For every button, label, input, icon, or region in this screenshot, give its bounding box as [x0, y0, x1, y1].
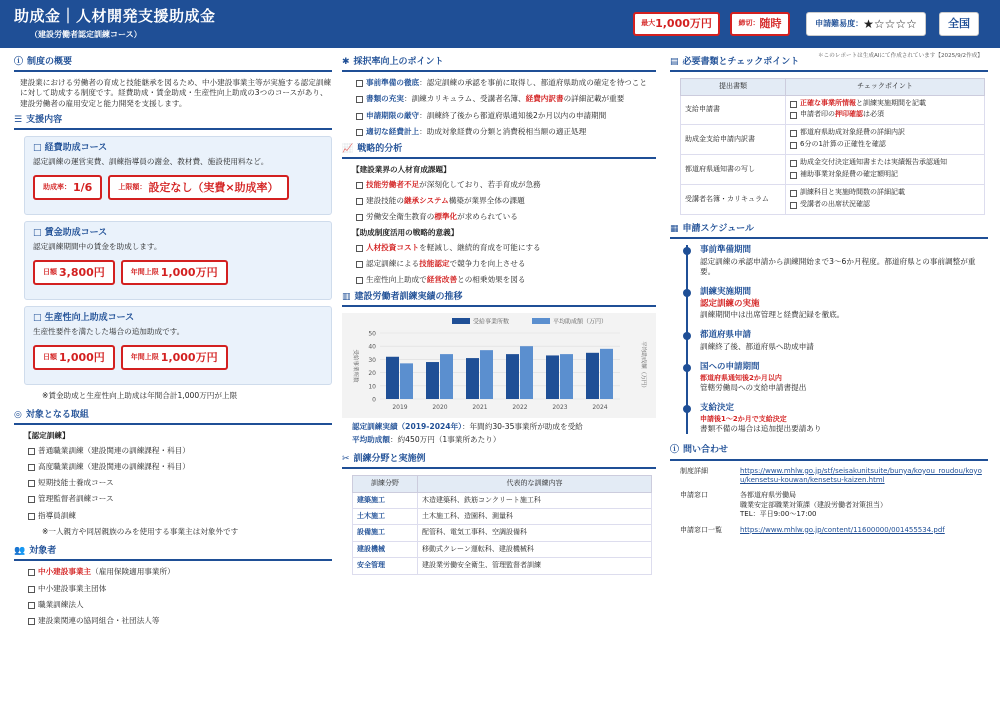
- check-item: [790, 158, 980, 167]
- course-desc: 生産性要件を満たした場合の追加助成です。: [33, 327, 185, 337]
- generation-note: ＊このレポートは生成AIにて作成されています【2025/9/2作成】: [818, 53, 983, 59]
- point-highlight: 経費内訳書: [525, 94, 564, 104]
- target-item: 高度職業訓練（建設関連の訓練課程・科目）: [28, 462, 332, 472]
- course-card: [24, 136, 332, 215]
- course-badges: [33, 175, 323, 200]
- field-content: 建設業労働安全衛生、管理監督者訓練: [418, 558, 652, 574]
- check-item: [790, 110, 980, 119]
- y-tick-label: 50: [368, 330, 376, 338]
- check-item: [790, 170, 980, 179]
- schedule-step: [700, 362, 988, 393]
- table-row: [353, 508, 652, 524]
- strategy-item: [356, 243, 656, 253]
- strategy-item: [356, 259, 656, 269]
- legend-label: 平均助成額（万円）: [553, 318, 608, 326]
- doc-checks: [786, 125, 985, 155]
- course-list: [14, 136, 332, 385]
- x-tick-label: 2022: [512, 404, 528, 412]
- step-title: 事前準備期間: [700, 245, 752, 256]
- x-tick-label: 2020: [432, 404, 448, 412]
- field-name: 設備施工: [353, 525, 418, 541]
- eligible-title: 対象者: [29, 546, 57, 557]
- contact-link[interactable]: https://www.mhlw.go.jp/content/11600000/001455534.pdf: [740, 525, 945, 534]
- step-text: 訓練期間中は出席管理と経費記録を徹底。: [700, 310, 845, 320]
- strategy-text-2: との相乗効果を図る: [457, 275, 526, 285]
- x-tick-label: 2024: [592, 404, 608, 412]
- eligible-list: [28, 567, 332, 626]
- badge-value: 1,000円: [59, 350, 105, 364]
- overview-title: 制度の概要: [27, 57, 73, 67]
- targets-subheading: 【認定訓練】: [24, 431, 70, 441]
- strategy-highlight: 人材投資コスト: [366, 242, 420, 252]
- overview-text: 建設業における労働者の育成と技能継承を図るため、中小建設事業主等が実施する認定訓練に対して助成する制度です。経費助成・賃金助成・生産性向上助成の3つのコースがあり、建設労働者の雇用安定と能力開発を支援します。: [20, 78, 332, 108]
- contact-grid: [680, 467, 988, 536]
- check-text: 6分の1計算の正確性を確認: [800, 139, 886, 148]
- course-badge: [33, 175, 102, 200]
- bar-count: [466, 359, 479, 400]
- point-text: ：訓練カリキュラム、受講者名簿、: [403, 94, 526, 104]
- strategy-text-2: で競争力を向上させる: [449, 258, 526, 268]
- chart-panel: [342, 313, 656, 418]
- y2-axis-label: 平均助成額（万円）: [640, 341, 646, 392]
- course-badge: [121, 260, 228, 285]
- bar-amount: [440, 355, 453, 400]
- targets-title: 対象となる取組: [25, 410, 89, 421]
- course-desc: 認定訓練の運営実費、訓練指導員の謝金、教材費、施設使用料など。: [33, 157, 269, 167]
- strategy-item: [356, 180, 656, 190]
- fields-header-field: 訓練分野: [353, 476, 418, 492]
- header-bar: [0, 0, 1000, 48]
- contact-value: [740, 491, 988, 519]
- y-axis-label: 受給事業所数: [352, 349, 358, 383]
- course-card: [24, 221, 332, 300]
- bar-count: [386, 357, 399, 399]
- badge-label: 日額: [43, 353, 57, 362]
- check-list: [790, 99, 980, 120]
- point-item: [356, 111, 656, 121]
- schedule-step: [700, 330, 988, 352]
- check-highlight: 正確な事業所情報: [800, 98, 856, 107]
- step-title: 国への申請期間: [700, 362, 760, 373]
- field-name: 土木施工: [353, 508, 418, 524]
- strategy-text: 認定訓練による: [366, 258, 420, 268]
- step-text: 管轄労働局への支給申請書提出: [700, 383, 807, 392]
- check-text: と訓練実施期間を記載: [856, 98, 926, 107]
- docs-title: 必要書類とチェックポイント: [682, 57, 800, 67]
- badge-label: 上限額：: [118, 183, 147, 192]
- check-text: 訓練科目と実施時間数の詳細記載: [800, 188, 905, 197]
- check-text-2: は必須: [863, 110, 884, 119]
- eligible-text: （雇用保険適用事業所）: [91, 567, 175, 577]
- schedule-title: 申請スケジュール: [682, 224, 754, 235]
- point-heading: 書類の充実: [366, 94, 404, 104]
- strategy-text: 労働安全衛生教育の: [366, 212, 435, 222]
- strategy-highlight: 技能労働者不足: [366, 179, 420, 189]
- check-list: [790, 188, 980, 209]
- contact-label: 申請窓口一覧: [680, 525, 722, 534]
- legend-label: 受給事業所数: [473, 318, 510, 326]
- right-column: [670, 56, 988, 535]
- eligible-highlight: 中小建設事業主: [38, 567, 92, 577]
- course-badge: [33, 260, 115, 285]
- bar-chart-icon: ▥: [342, 292, 351, 303]
- docs-header-check: チェックポイント: [786, 79, 985, 95]
- contact-link[interactable]: https://www.mhlw.go.jp/stf/seisakunitsuite/bunya/koyou_roudou/koyou/kensetsu-kouwan/kensetsu-kaizen.html: [740, 466, 982, 484]
- step-text: 認定訓練の承認申請から訓練開始まで3〜6か月程度。都道府県との事前調整が重要。: [700, 256, 976, 276]
- chart-line-icon: 📈: [342, 144, 354, 155]
- contact-title: 問い合わせ: [683, 445, 729, 456]
- difficulty-badge: 申請難易度： ★☆☆☆☆: [806, 12, 926, 36]
- legend-swatch: [452, 318, 470, 324]
- bar-amount: [600, 349, 613, 399]
- docs-table: [680, 78, 985, 215]
- check-text: 受講者の出席状況確認: [800, 199, 870, 208]
- strategy-text: が深刻化しており、若手育成が急務: [419, 179, 541, 189]
- strategy-highlight: 技能認定: [419, 258, 450, 268]
- strategy-text-2: が求められている: [457, 212, 518, 222]
- doc-name: 都道府県通知書の写し: [681, 155, 786, 185]
- step-text: 書類不備の場合は追加提出要請あり: [700, 424, 822, 434]
- bar-amount: [560, 355, 573, 400]
- target-item: 普通職業訓練（建設関連の訓練課程・科目）: [28, 446, 332, 456]
- table-row: [353, 525, 652, 541]
- page-subtitle: （建設労働者認定訓練コース）: [30, 30, 142, 39]
- step-title: 支給決定: [700, 403, 735, 414]
- check-text: 助成金交付決定通知書または実績報告承認通知: [800, 158, 947, 167]
- table-row: [681, 155, 985, 185]
- strategy-item: [356, 212, 656, 222]
- course-card: [24, 306, 332, 385]
- doc-checks: [786, 185, 985, 215]
- table-row: [681, 185, 985, 215]
- bar-amount: [400, 364, 413, 400]
- support-title: 支援内容: [26, 114, 63, 125]
- bar-count: [426, 362, 439, 399]
- point-heading: 事前準備の徹底: [366, 78, 420, 88]
- points-title: 採択率向上のポイント: [353, 57, 444, 67]
- strategy-sub2: 【助成制度活用の戦略的意義】: [352, 228, 459, 238]
- deadline-badge: 締切： 随時: [730, 12, 790, 36]
- bar-count: [546, 356, 559, 400]
- point-item: [356, 127, 656, 137]
- badge-value: 3,800円: [59, 265, 105, 279]
- step-highlight: 認定訓練の実施: [700, 298, 760, 309]
- contact-label: 制度詳細: [680, 466, 708, 475]
- info-icon: ⓘ: [14, 57, 24, 67]
- trend-title: 建設労働者訓練実績の推移: [354, 292, 463, 303]
- strategy-group1: [356, 180, 656, 223]
- eligible-item: [28, 567, 332, 577]
- strategy-text: 生産性向上助成で: [366, 275, 427, 285]
- contact-phone: TEL：平日9:00〜17:00: [740, 510, 817, 519]
- course-name: □ 生産性向上助成コース: [33, 313, 135, 324]
- step-title: 都道府県申請: [700, 330, 752, 341]
- strategy-highlight: 経営改善: [426, 275, 458, 285]
- page-title: 助成金｜人材開発支援助成金: [14, 7, 216, 25]
- table-row: [353, 492, 652, 508]
- bar-count: [506, 355, 519, 400]
- step-text: 訓練終了後、都道府県へ助成申請: [700, 341, 814, 351]
- check-text: 都道府県助成対象経費の詳細内訳: [800, 128, 905, 137]
- docs-header-doc: 提出書類: [681, 79, 786, 95]
- contact-text-2: 職業安定部職業対策課（建設労働者対策担当）: [740, 500, 887, 509]
- lightbulb-icon: ✱: [342, 57, 350, 67]
- strategy-text: 建設技能の: [366, 195, 404, 205]
- eligible-text: 職業訓練法人: [38, 599, 84, 609]
- target-icon: ◎: [14, 410, 22, 421]
- list-icon: ☰: [14, 114, 23, 125]
- table-row: [353, 541, 652, 557]
- y-tick-label: 20: [368, 370, 376, 378]
- fields-title: 訓練分野と実施例: [353, 453, 426, 464]
- strategy-sub1: 【建設業界の人材育成課題】: [352, 165, 451, 175]
- strategy-text: を軽減し、継続的育成を可能にする: [419, 242, 541, 252]
- strategy-highlight: 標準化: [434, 212, 458, 222]
- bar-amount: [480, 351, 493, 400]
- eligible-item: [28, 616, 332, 626]
- schedule-step: [700, 287, 988, 320]
- badge-label: 日額: [43, 268, 57, 277]
- schedule-step: [700, 403, 988, 434]
- field-name: 建築施工: [353, 492, 418, 508]
- step-highlight: 都道府県通知後2か月以内: [700, 373, 782, 382]
- eligible-item: [28, 600, 332, 610]
- strategy-group2: [356, 243, 656, 286]
- eligible-text: 中小建設事業主団体: [38, 583, 107, 593]
- support-footnote: ※賃金助成と生産性向上助成は年間合計1,000万円が上限: [42, 391, 238, 401]
- point-item: [356, 78, 656, 88]
- x-tick-label: 2021: [472, 404, 488, 412]
- middle-column: [342, 56, 656, 575]
- left-column: [14, 56, 332, 632]
- point-text-2: の詳細記載が重要: [563, 94, 625, 104]
- badge-value: 1/6: [73, 180, 93, 194]
- bar-count: [586, 353, 599, 399]
- points-list: [356, 78, 656, 137]
- course-desc: 認定訓練期間中の賃金を助成します。: [33, 242, 162, 252]
- x-tick-label: 2023: [552, 404, 568, 412]
- badge-value: 1,000万円: [160, 350, 218, 364]
- y-tick-label: 30: [368, 357, 376, 365]
- field-content: 土木施工科、造園科、測量科: [418, 508, 652, 524]
- trend-summary: 認定訓練実績（2019-2024年）：年間約30-35事業所が助成を受給: [352, 422, 583, 432]
- check-item: [790, 128, 980, 137]
- doc-checks: [786, 155, 985, 185]
- trend-chart: [342, 313, 656, 418]
- doc-name: 助成金支給申請内訳書: [681, 125, 786, 155]
- targets-list: [28, 446, 332, 521]
- target-item: 短期技能士養成コース: [28, 478, 332, 488]
- strategy-item: [356, 275, 656, 285]
- legend-swatch: [532, 318, 550, 324]
- badge-value: 1,000万円: [160, 265, 218, 279]
- calendar-icon: ▦: [670, 224, 679, 235]
- doc-name: 受講者名簿・カリキュラム: [681, 185, 786, 215]
- course-name: □ 賃金助成コース: [33, 228, 108, 239]
- badge-value: 設定なし（実費×助成率）: [148, 180, 279, 194]
- schedule-timeline: [686, 245, 988, 434]
- document-icon: ▤: [670, 57, 679, 67]
- check-list: [790, 128, 980, 149]
- target-item: 指導員訓練: [28, 511, 332, 521]
- fields-table: [352, 475, 652, 575]
- field-content: 配管科、電気工事科、空調設備科: [418, 525, 652, 541]
- targets-note: ※一人親方や同居親族のみを使用する事業主は対象外です: [42, 526, 239, 536]
- point-heading: 申請期限の厳守: [366, 110, 420, 120]
- bar-amount: [520, 347, 533, 400]
- badge-label: 年間上限: [130, 353, 159, 362]
- point-text: ：訓練終了後から都道府県通知後2か月以内の申請期間: [419, 110, 607, 120]
- point-heading: 適切な経費計上: [366, 126, 420, 136]
- strategy-highlight: 継承システム: [403, 195, 449, 205]
- check-list: [790, 158, 980, 179]
- y-tick-label: 0: [372, 396, 376, 404]
- check-text: 補助事業対象経費の確定額明記: [800, 169, 898, 178]
- strategy-item: [356, 196, 656, 206]
- check-text: 申請者印の: [800, 110, 835, 119]
- course-badges: [33, 345, 323, 370]
- eligible-item: [28, 584, 332, 594]
- badge-label: 年間上限: [130, 268, 159, 277]
- field-content: 移動式クレーン運転科、建設機械科: [418, 541, 652, 557]
- doc-checks: [786, 95, 985, 125]
- fields-header-content: 代表的な訓練内容: [418, 476, 652, 492]
- course-badge: [108, 175, 288, 200]
- point-text: ：認定訓練の承認を事前に取得し、都道府県助成の確定を待つこと: [419, 78, 647, 88]
- check-item: [790, 99, 980, 108]
- tools-icon: ✂: [342, 453, 350, 464]
- field-name: 建設機械: [353, 541, 418, 557]
- contact-value[interactable]: [740, 467, 988, 486]
- point-item: [356, 94, 656, 104]
- target-item: 管理監督者訓練コース: [28, 494, 332, 504]
- step-title: 訓練実施期間: [700, 287, 752, 298]
- max-amount-badge: 最大 1,000万円: [633, 12, 720, 36]
- badge-label: 助成率：: [43, 183, 71, 192]
- table-row: [681, 125, 985, 155]
- doc-name: 支給申請書: [681, 95, 786, 125]
- eligible-text: 建設業関連の協同組合・社団法人等: [38, 616, 160, 626]
- area-badge: 全国: [939, 12, 979, 36]
- trend-average: 平均助成額：約450万円（1事業所あたり）: [352, 434, 501, 444]
- course-badges: [33, 260, 323, 285]
- y-tick-label: 10: [368, 383, 376, 391]
- table-row: [353, 558, 652, 574]
- strategy-title: 戦略的分析: [357, 144, 403, 155]
- table-row: [681, 95, 985, 125]
- info-icon: ⓘ: [670, 445, 680, 456]
- point-text: ：助成対象経費の分類と消費税相当額の適正処理: [419, 126, 587, 136]
- course-badge: [121, 345, 228, 370]
- check-item: [790, 188, 980, 197]
- field-name: 安全管理: [353, 558, 418, 574]
- step-highlight: 申請後1〜2か月で支給決定: [700, 414, 787, 423]
- contact-value[interactable]: [740, 526, 988, 535]
- y-tick-label: 40: [368, 344, 376, 352]
- users-icon: 👥: [14, 546, 26, 557]
- course-badge: [33, 345, 115, 370]
- schedule-step: [700, 245, 988, 277]
- field-content: 木造建築科、鉄筋コンクリート施工科: [418, 492, 652, 508]
- check-highlight: 押印確認: [835, 110, 863, 119]
- contact-text: 各都道府県労働局: [740, 491, 796, 500]
- strategy-text-2: 構築が業界全体の課題: [448, 195, 525, 205]
- check-item: [790, 140, 980, 149]
- check-item: [790, 200, 980, 209]
- x-tick-label: 2019: [392, 404, 408, 412]
- course-name: □ 経費助成コース: [33, 143, 108, 154]
- contact-label: 申請窓口: [680, 491, 708, 500]
